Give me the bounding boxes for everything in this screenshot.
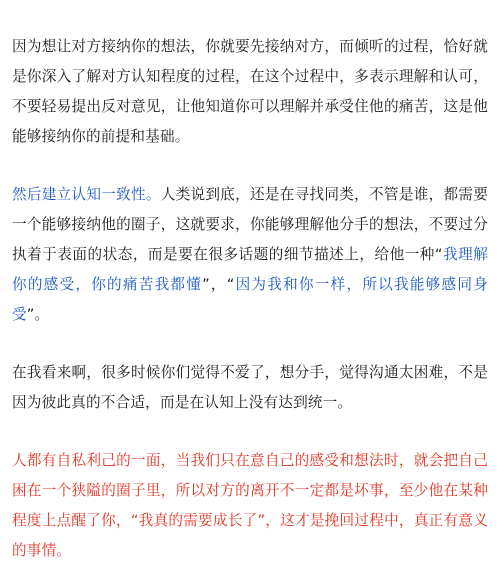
quote-highlight: 我理解你的感受，你的痛苦我都懂 <box>12 246 488 293</box>
text-segment: ”。 <box>26 306 50 323</box>
paragraph-cognitive-consistency <box>12 180 488 330</box>
text-segment: 在我看来啊，很多时候你们觉得不爱了，想分手，觉得沟通太困难，不是因为彼此真的不合适，而是在认知上没有达到统一。 <box>12 364 488 411</box>
quote-highlight: 因为我和你一样，所以我能够感同身受 <box>12 276 488 323</box>
heading-highlight: 然后建立认知一致性。 <box>12 186 161 203</box>
text-segment: ”，“ <box>202 276 235 293</box>
paragraph-conclusion <box>12 446 488 566</box>
text-segment: 人类说到底，还是在寻找同类，不管是谁，都需要一个能够接纳他的圈子，这就要求，你能够理解他分手的想法，不要过分执着于表面的状态，而是要在很多话题的细节描述上，给他一种“ <box>12 186 488 263</box>
emphasis-text: 人都有自私利己的一面，当我们只在意自己的感受和想法时，就会把自己困在一个狭隘的圈子里，所以对方的离开不一定都是坏事，至少他在某种程度上点醒了你，“我真的需要成长了”，这才是挽回过程中，真正有意义的事情。 <box>12 452 488 559</box>
paragraph-opinion <box>12 358 488 418</box>
text-segment: 因为想让对方接纳你的想法，你就要先接纳对方，而倾听的过程，恰好就是你深入了解对方认知程度的过程，在这个过程中，多表示理解和认可，不要轻易提出反对意见，让他知道你可以理解并承受住他的痛苦，这是他能够接纳你的前提和基础。 <box>12 38 488 145</box>
paragraph-listening <box>12 32 488 152</box>
